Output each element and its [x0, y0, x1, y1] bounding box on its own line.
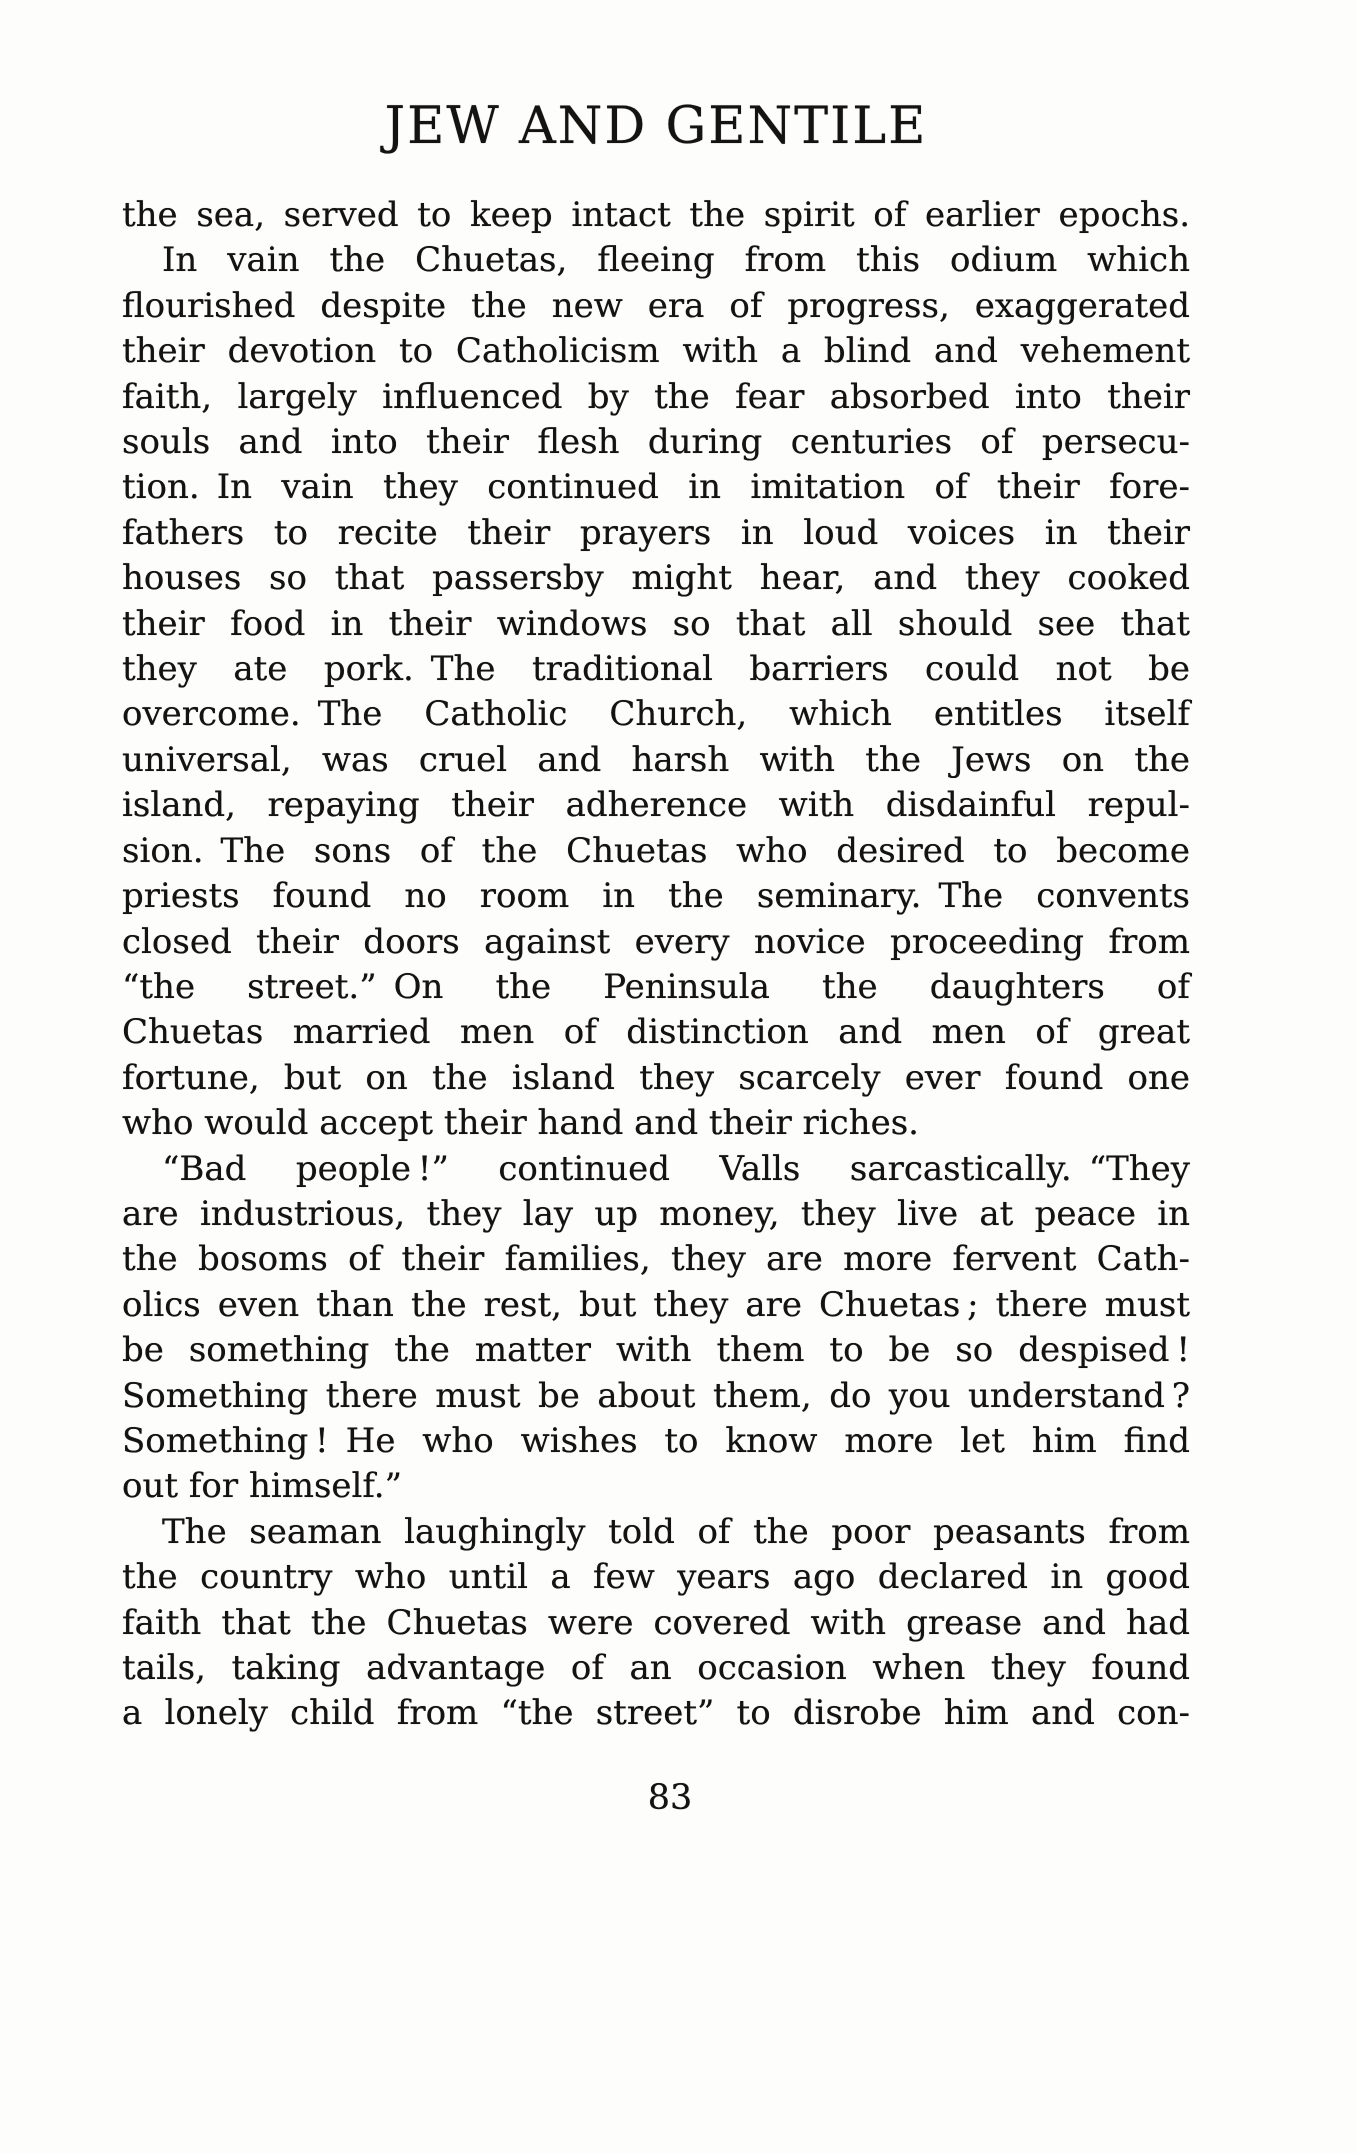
text-line: flourished despite the new era of progress, exaggerated: [122, 285, 1190, 326]
text-line: their food in their windows so that all should see that: [122, 603, 1190, 644]
text-line: Something there must be about them, do you understand ?: [122, 1375, 1190, 1416]
text-line: fathers to recite their prayers in loud voices in their: [122, 512, 1190, 553]
text-line: out for himself.”: [122, 1466, 402, 1507]
text-line: Something ! He who wishes to know more let him find: [122, 1420, 1190, 1461]
text-line: Chuetas married men of distinction and men of great: [122, 1012, 1190, 1053]
text-line: faith that the Chuetas were covered with grease and had: [122, 1602, 1190, 1643]
text-line: olics even than the rest, but they are Chuetas ; there must: [122, 1284, 1190, 1325]
text-line: a lonely child from “the street” to disrobe him and con-: [122, 1693, 1190, 1734]
text-line: their devotion to Catholicism with a blind and vehement: [122, 331, 1190, 372]
text-line: sion. The sons of the Chuetas who desired to become: [122, 830, 1190, 871]
text-line: fortune, but on the island they scarcely ever found one: [122, 1057, 1190, 1098]
text-line: In vain the Chuetas, fleeing from this odium which: [162, 240, 1190, 281]
text-line: faith, largely influenced by the fear absorbed into their: [122, 376, 1190, 417]
text-line: tails, taking advantage of an occasion when they found: [122, 1648, 1190, 1688]
text-line: are industrious, they lay up money, they live at peace in: [122, 1193, 1190, 1234]
body-text: [122, 193, 1190, 1737]
text-line: “Bad people !” continued Valls sarcastically. “They: [162, 1148, 1190, 1189]
page-title: JEW AND GENTILE: [384, 97, 928, 156]
text-line: priests found no room in the seminary. The convents: [122, 876, 1190, 917]
text-line: tion. In vain they continued in imitation of their fore-: [122, 467, 1190, 508]
text-line: closed their doors against every novice proceeding from: [122, 921, 1190, 962]
text-line: overcome. The Catholic Church, which entitles itself: [122, 694, 1190, 735]
text-line: houses so that passersby might hear, and they cooked: [122, 558, 1190, 599]
text-line: be something the matter with them to be so despised !: [122, 1330, 1190, 1371]
text-line: the sea, served to keep intact the spirit of earlier epochs.: [122, 195, 1190, 235]
text-line: The seaman laughingly told of the poor peasants from: [162, 1511, 1190, 1552]
text-line: “the street.” On the Peninsula the daughters of: [122, 966, 1190, 1007]
text-line: who would accept their hand and their riches.: [122, 1103, 919, 1144]
page-number: 83: [647, 1778, 693, 1818]
text-line: souls and into their flesh during centuries of persecu-: [122, 422, 1190, 463]
text-line: island, repaying their adherence with disdainful repul-: [122, 785, 1190, 826]
text-line: the country who until a few years ago declared in good: [122, 1557, 1190, 1598]
text-line: they ate pork. The traditional barriers could not be: [122, 649, 1190, 690]
text-line: the bosoms of their families, they are more fervent Cath-: [122, 1239, 1190, 1280]
text-line: universal, was cruel and harsh with the Jews on the: [122, 739, 1190, 780]
